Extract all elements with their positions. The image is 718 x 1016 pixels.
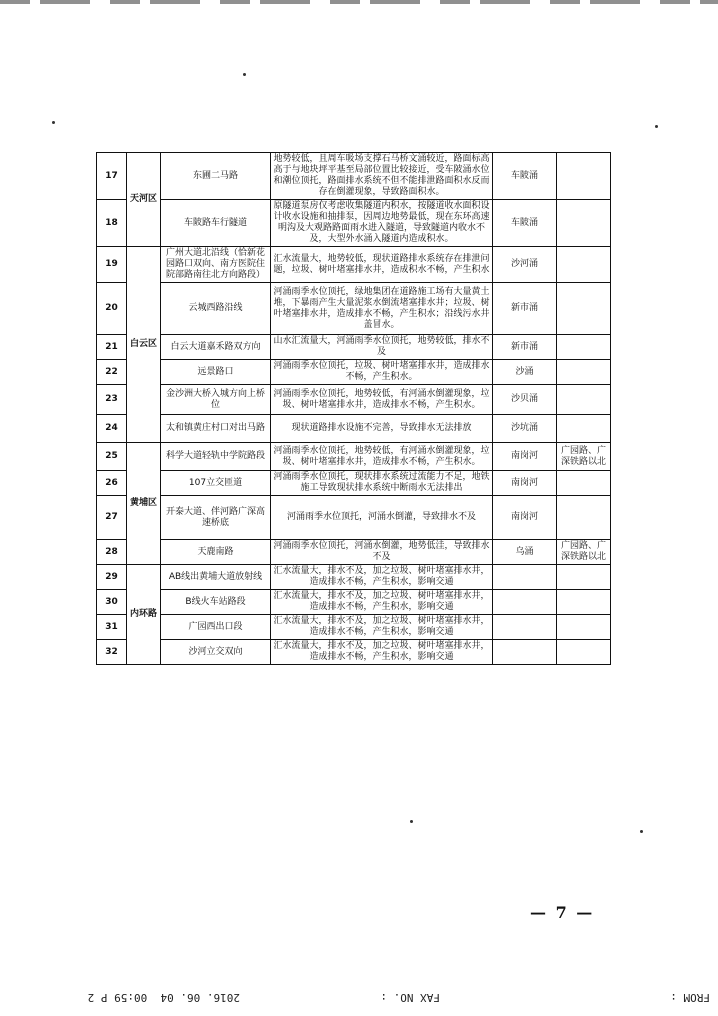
cause-cell: 汇水流量大，排水不及，加之垃圾、树叶堵塞排水井，造成排水不畅，产生积水，影响交通 — [271, 615, 493, 640]
scan-top-strip — [0, 0, 718, 4]
table-row — [97, 283, 611, 335]
table-row — [97, 247, 611, 283]
note-cell — [557, 247, 611, 283]
note-cell — [557, 360, 611, 385]
location-cell: 远景路口 — [161, 360, 271, 385]
location-cell: 广州大道北沿线（恰新花园路口双向、南方医院住院部路南往北方向路段） — [161, 247, 271, 283]
river-cell — [493, 590, 557, 615]
row-number: 26 — [97, 471, 127, 496]
district-cell: 黄埔区 — [127, 443, 161, 565]
table-row — [97, 590, 611, 615]
scan-speck — [640, 830, 643, 833]
table-row — [97, 496, 611, 540]
note-cell — [557, 153, 611, 200]
cause-cell: 河涌雨季水位顶托，垃圾、树叶堵塞排水井，造成排水不畅，产生积水。 — [271, 360, 493, 385]
note-cell — [557, 615, 611, 640]
location-cell: B线火车站路段 — [161, 590, 271, 615]
cause-cell: 河涌雨季水位顶托，地势较低，有河涌水倒灌现象，垃圾、树叶堵塞排水井，造成排水不畅，产生积水。 — [271, 385, 493, 415]
note-cell — [557, 283, 611, 335]
cause-cell: 汇水流量大，地势较低，现状道路排水系统存在排泄问题，垃圾、树叶堵塞排水井，造成积水不畅，产生积水 — [271, 247, 493, 283]
cause-cell: 河涌雨季水位顶托，现状排水系统过流能力不足，地铁施工导致现状排水系统中断雨水无法排出 — [271, 471, 493, 496]
location-cell: 天鹿南路 — [161, 540, 271, 565]
river-cell: 新市涌 — [493, 283, 557, 335]
cause-cell: 汇水流量大，排水不及，加之垃圾、树叶堵塞排水井，造成排水不畅，产生积水，影响交通 — [271, 640, 493, 665]
river-cell — [493, 565, 557, 590]
table-row — [97, 153, 611, 200]
cause-cell: 山水汇流量大，河涌雨季水位顶托，地势较低，排水不及 — [271, 335, 493, 360]
row-number: 25 — [97, 443, 127, 471]
row-number: 32 — [97, 640, 127, 665]
river-cell: 沙涌 — [493, 360, 557, 385]
note-cell — [557, 496, 611, 540]
river-cell: 乌涌 — [493, 540, 557, 565]
location-cell: 沙河立交双向 — [161, 640, 271, 665]
cause-cell: 河涌雨季水位顶托，河涌水倒灌，地势低洼，导致排水不及 — [271, 540, 493, 565]
cause-cell: 汇水流量大，排水不及，加之垃圾、树叶堵塞排水井，造成排水不畅，产生积水，影响交通 — [271, 565, 493, 590]
table-row — [97, 385, 611, 415]
table-row — [97, 471, 611, 496]
location-cell: 科学大道轻轨中学院路段 — [161, 443, 271, 471]
table-row — [97, 640, 611, 665]
cause-cell: 河涌雨季水位顶托，地势较低，有河涌水倒灌现象，垃圾、树叶堵塞排水井，造成排水不畅，产生积水。 — [271, 443, 493, 471]
district-cell: 天河区 — [127, 153, 161, 247]
river-cell: 车陂涌 — [493, 200, 557, 247]
row-number: 28 — [97, 540, 127, 565]
scan-speck — [52, 121, 55, 124]
table-row — [97, 360, 611, 385]
row-number: 30 — [97, 590, 127, 615]
scan-speck — [410, 820, 413, 823]
cause-cell: 原隧道泵房仅考虑收集隧道内积水，按隧道收水面积设计收水设施和抽排泵，因周边地势最低，现在东环高速明沟及大观路路面雨水进入隧道，导致隧道内收水不及，大型外水涌入隧道内造成积水。 — [271, 200, 493, 247]
fax-footer — [50, 988, 710, 1004]
scan-speck — [655, 125, 658, 128]
note-cell — [557, 565, 611, 590]
river-cell: 沙河涌 — [493, 247, 557, 283]
cause-cell: 河涌雨季水位顶托，绿地集团在道路施工场有大量黄土堆，下暴雨产生大量泥浆水倒流堵塞排水井；垃圾、树叶堵塞排水井，造成排水不畅，产生积水；沿线污水井盖冒水。 — [271, 283, 493, 335]
location-cell: 云城西路沿线 — [161, 283, 271, 335]
district-cell: 白云区 — [127, 247, 161, 443]
note-cell: 广园路、广深铁路以北 — [557, 540, 611, 565]
fax-from: FROM : — [670, 991, 710, 1004]
location-cell: 东圃二马路 — [161, 153, 271, 200]
location-cell: AB线出黄埔大道放射线 — [161, 565, 271, 590]
page-number: — 7 — — [530, 903, 595, 922]
row-number: 19 — [97, 247, 127, 283]
row-number: 20 — [97, 283, 127, 335]
river-cell — [493, 615, 557, 640]
fax-number-label: FAX NO. : — [380, 991, 440, 1004]
note-cell — [557, 200, 611, 247]
location-cell: 白云大道嘉禾路双方向 — [161, 335, 271, 360]
note-cell — [557, 415, 611, 443]
location-cell: 金沙洲大桥入城方向上桥位 — [161, 385, 271, 415]
row-number: 21 — [97, 335, 127, 360]
table-body — [97, 153, 611, 665]
cause-cell: 河涌雨季水位顶托，河涌水倒灌，导致排水不及 — [271, 496, 493, 540]
row-number: 17 — [97, 153, 127, 200]
cause-cell: 地势较低，且周车吸场支撑石马桥文涌较近，路面标高高于与地块坪平基至局部位置比较接近，受车陂涌水位和潮位顶托，路面排水系统不但不能排泄路面积水反而存在倒灌现象，导致路面积水。 — [271, 153, 493, 200]
table-row — [97, 415, 611, 443]
river-cell: 沙贝涌 — [493, 385, 557, 415]
river-cell: 新市涌 — [493, 335, 557, 360]
row-number: 23 — [97, 385, 127, 415]
location-cell: 车陂路车行隧道 — [161, 200, 271, 247]
cause-cell: 现状道路排水设施不完善，导致排水无法排放 — [271, 415, 493, 443]
row-number: 24 — [97, 415, 127, 443]
location-cell: 开泰大道、伴河路广深高速桥底 — [161, 496, 271, 540]
row-number: 31 — [97, 615, 127, 640]
row-number: 22 — [97, 360, 127, 385]
note-cell — [557, 471, 611, 496]
location-cell: 107立交匝道 — [161, 471, 271, 496]
note-cell — [557, 590, 611, 615]
scan-speck — [243, 73, 246, 76]
table-row — [97, 443, 611, 471]
table-row — [97, 615, 611, 640]
river-cell: 车陂涌 — [493, 153, 557, 200]
river-cell: 沙坑涌 — [493, 415, 557, 443]
river-cell: 南岗河 — [493, 496, 557, 540]
table-row — [97, 200, 611, 247]
note-cell: 广园路、广深铁路以北 — [557, 443, 611, 471]
fax-datetime: 2016. 06. 04 00:59 P 2 — [87, 991, 240, 1004]
river-cell: 南岗河 — [493, 443, 557, 471]
waterlogging-table — [96, 152, 611, 665]
note-cell — [557, 385, 611, 415]
district-cell: 内环路 — [127, 565, 161, 665]
location-cell: 太和镇黄庄村口对出马路 — [161, 415, 271, 443]
location-cell: 广园西出口段 — [161, 615, 271, 640]
row-number: 18 — [97, 200, 127, 247]
table-row — [97, 335, 611, 360]
table-row — [97, 540, 611, 565]
table-row — [97, 565, 611, 590]
cause-cell: 汇水流量大，排水不及，加之垃圾、树叶堵塞排水井，造成排水不畅，产生积水，影响交通 — [271, 590, 493, 615]
row-number: 27 — [97, 496, 127, 540]
row-number: 29 — [97, 565, 127, 590]
river-cell — [493, 640, 557, 665]
note-cell — [557, 335, 611, 360]
river-cell: 南岗河 — [493, 471, 557, 496]
note-cell — [557, 640, 611, 665]
